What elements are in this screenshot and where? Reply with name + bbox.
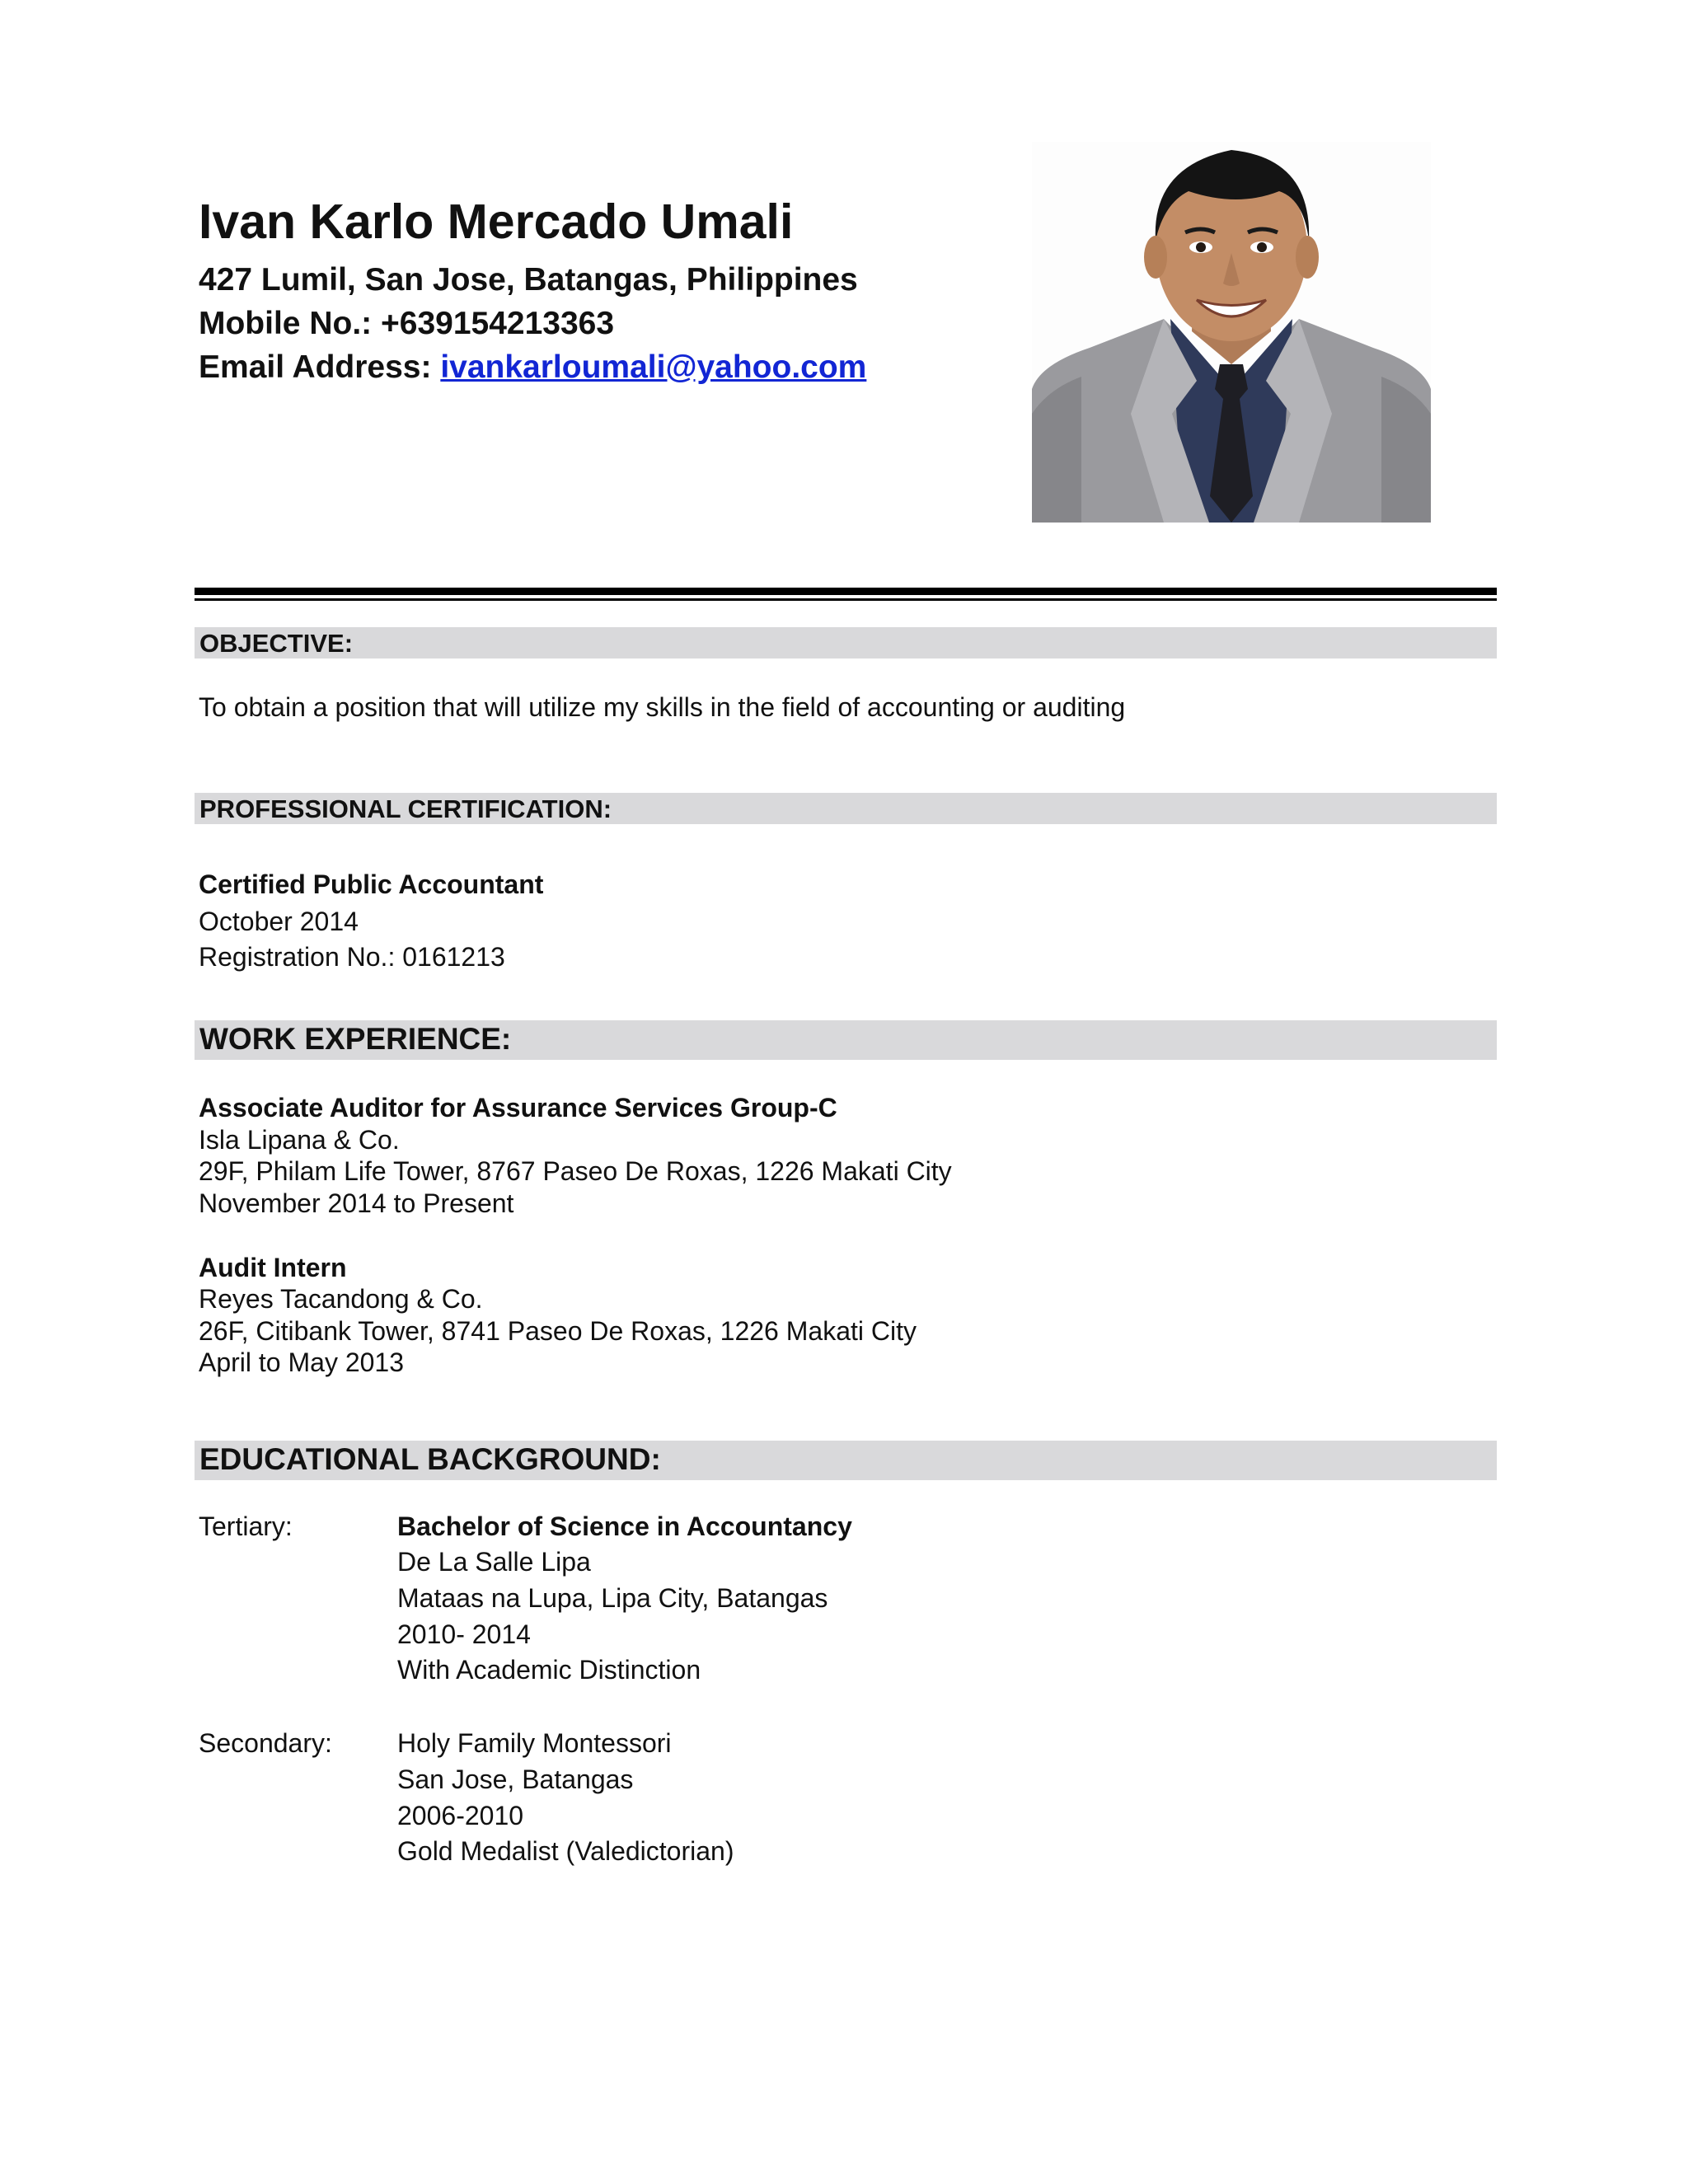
job-title: Audit Intern <box>199 1253 347 1282</box>
tertiary-honor: With Academic Distinction <box>397 1655 701 1685</box>
education-heading-bar <box>195 1441 1497 1480</box>
certification-heading: PROFESSIONAL CERTIFICATION: <box>199 794 612 823</box>
mobile-label: Mobile No.: <box>199 306 373 341</box>
tertiary-degree: Bachelor of Science in Accountancy <box>397 1511 852 1541</box>
secondary-label: Secondary: <box>199 1728 332 1758</box>
job-period: April to May 2013 <box>199 1347 405 1377</box>
tertiary-years: 2010- 2014 <box>397 1619 531 1649</box>
job-address: 26F, Citibank Tower, 8741 Paseo De Roxas, 1226 Makati City <box>199 1316 917 1346</box>
portrait-illustration <box>1032 142 1431 523</box>
certification-title: Certified Public Accountant <box>199 869 544 899</box>
work-heading: WORK EXPERIENCE: <box>199 1022 512 1056</box>
objective-heading-bar <box>195 627 1497 658</box>
mobile-line <box>199 306 614 342</box>
secondary-address: San Jose, Batangas <box>397 1765 634 1794</box>
certification-date: October 2014 <box>199 907 359 936</box>
secondary-school: Holy Family Montessori <box>397 1728 672 1758</box>
email-label: Email Address: <box>199 349 432 385</box>
header-divider-thin <box>195 598 1497 601</box>
job-address: 29F, Philam Life Tower, 8767 Paseo De Roxas, 1226 Makati City <box>199 1156 952 1186</box>
candidate-name: Ivan Karlo Mercado Umali <box>199 194 794 249</box>
secondary-honor: Gold Medalist (Valedictorian) <box>397 1836 734 1866</box>
tertiary-label: Tertiary: <box>199 1511 293 1541</box>
objective-text: To obtain a position that will utilize my skills in the field of accounting or auditing <box>199 692 1126 722</box>
home-address: 427 Lumil, San Jose, Batangas, Philippines <box>199 262 858 298</box>
education-heading: EDUCATIONAL BACKGROUND: <box>199 1442 661 1476</box>
email-line <box>199 349 866 386</box>
certification-heading-bar <box>195 793 1497 824</box>
job-company: Reyes Tacandong & Co. <box>199 1284 483 1314</box>
work-heading-bar <box>195 1020 1497 1060</box>
mobile-number: +639154213363 <box>380 306 615 341</box>
email-link[interactable]: ivankarloumali@yahoo.com <box>440 349 867 385</box>
profile-photo <box>1032 142 1431 523</box>
header-divider-thick <box>195 588 1497 595</box>
tertiary-address: Mataas na Lupa, Lipa City, Batangas <box>397 1583 828 1613</box>
secondary-years: 2006-2010 <box>397 1801 524 1830</box>
tertiary-school: De La Salle Lipa <box>397 1547 591 1577</box>
job-title: Associate Auditor for Assurance Services Group-C <box>199 1093 837 1122</box>
job-period: November 2014 to Present <box>199 1188 514 1218</box>
certification-registration: Registration No.: 0161213 <box>199 942 505 972</box>
job-company: Isla Lipana & Co. <box>199 1125 400 1155</box>
objective-heading: OBJECTIVE: <box>199 629 354 658</box>
